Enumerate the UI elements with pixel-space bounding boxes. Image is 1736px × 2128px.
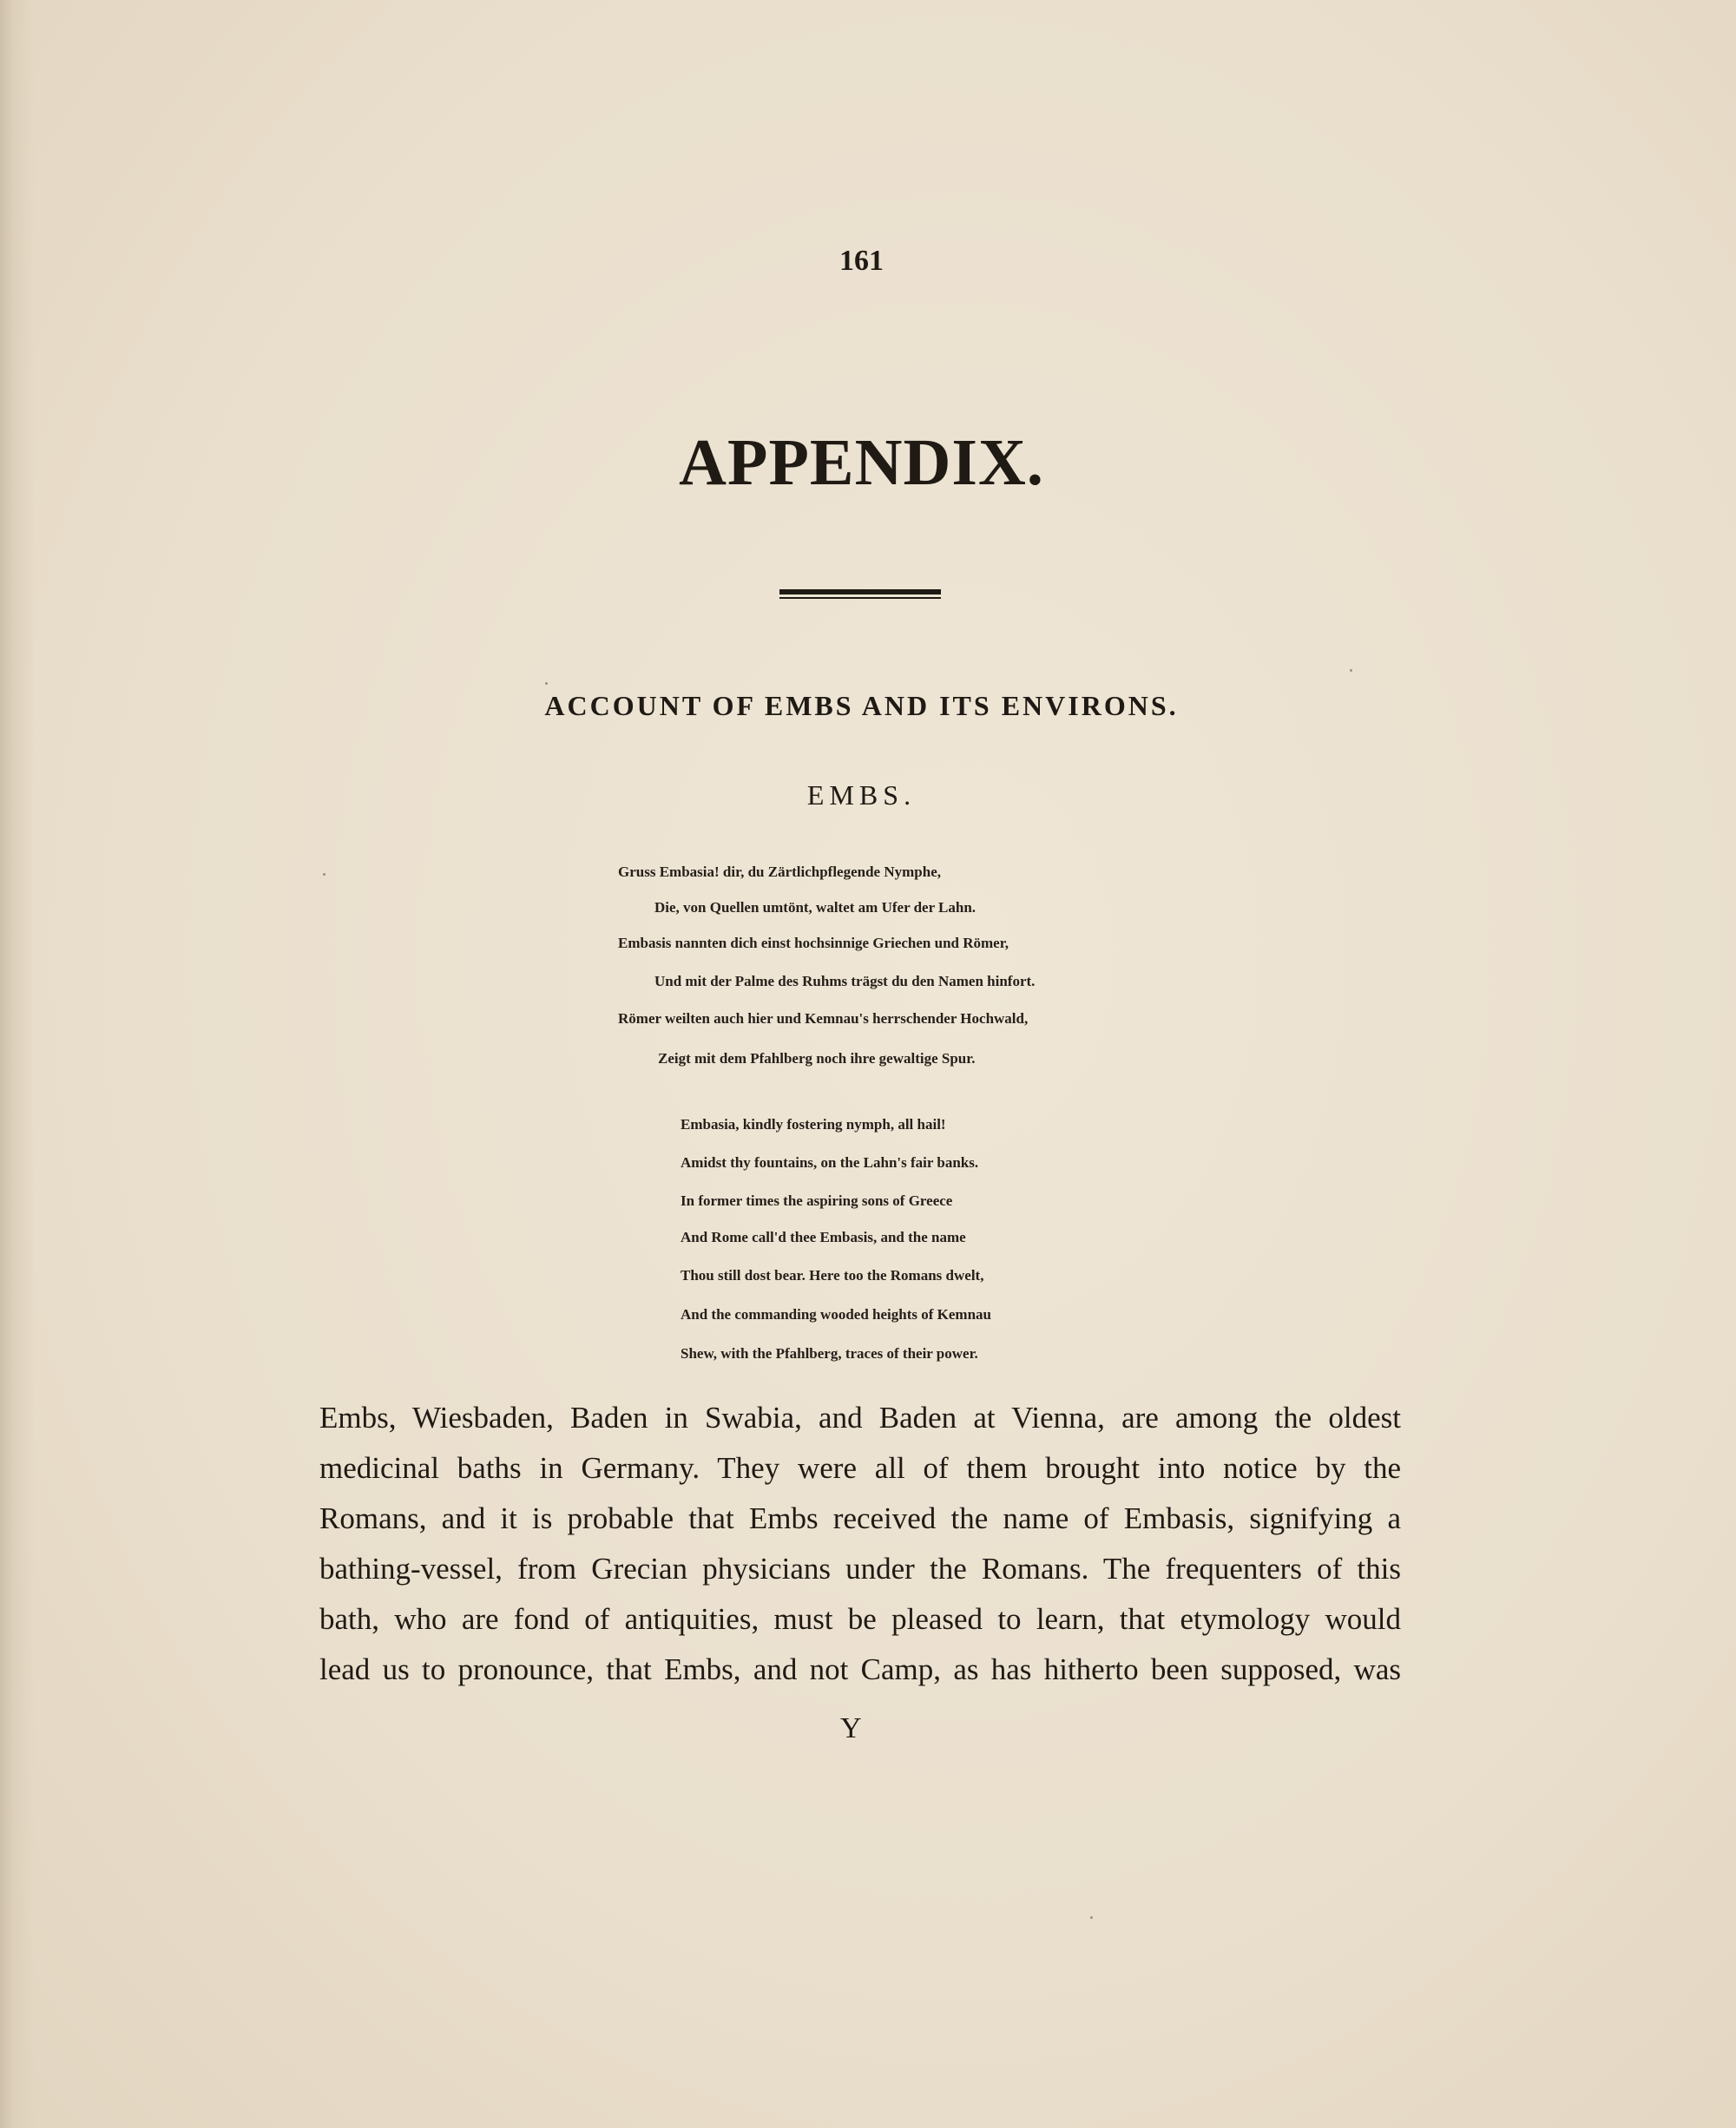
poem-line: Gruss Embasia! dir, du Zärtlichpflegende Nymphe, (618, 864, 941, 880)
subheading: EMBS. (806, 779, 917, 811)
signature-mark: Y (840, 1712, 862, 1744)
body-paragraph (319, 1393, 1401, 1695)
decorative-rule (779, 589, 941, 600)
poem-line: Römer weilten auch hier und Kemnau's herrschender Hochwald, (618, 1010, 1029, 1027)
rule-thick-line (779, 589, 941, 594)
body-line: bathing-vessel, from Grecian physicians under the Romans. The frequenters of this (319, 1552, 1401, 1586)
poem-line: Thou still dost bear. Here too the Romans dwelt, (681, 1267, 984, 1284)
poem-line: In former times the aspiring sons of Greece (681, 1192, 953, 1209)
body-line: Embs, Wiesbaden, Baden in Swabia, and Baden at Vienna, are among the oldest (319, 1401, 1401, 1435)
poem-line: Zeigt mit dem Pfahlberg noch ihre gewaltige Spur. (658, 1050, 976, 1067)
paper-speck (1350, 669, 1352, 672)
poem-line: Shew, with the Pfahlberg, traces of their power. (681, 1345, 978, 1362)
poem-line: And Rome call'd thee Embasis, and the name (681, 1229, 966, 1245)
poem-line: Und mit der Palme des Ruhms trägst du den Namen hinfort. (654, 973, 1036, 989)
gutter-shadow (0, 0, 35, 2128)
section-heading: ACCOUNT OF EMBS AND ITS ENVIRONS. (544, 690, 1179, 721)
poem-line: Embasis nannten dich einst hochsinnige Griechen und Römer, (618, 935, 1009, 951)
poem-line: And the commanding wooded heights of Kemnau (681, 1306, 991, 1323)
page-number: 161 (839, 245, 884, 277)
paper-speck (545, 682, 548, 685)
rule-thin-line (779, 597, 941, 599)
poem-line: Embasia, kindly fostering nymph, all hail! (681, 1116, 946, 1133)
body-line: lead us to pronounce, that Embs, and not Camp, as has hitherto been supposed, was (319, 1652, 1401, 1686)
poem-line: Die, von Quellen umtönt, waltet am Ufer der Lahn. (654, 899, 976, 916)
body-line: bath, who are fond of antiquities, must be pleased to learn, that etymology would (319, 1602, 1401, 1636)
paper-speck (1090, 1916, 1093, 1919)
poem-line: Amidst thy fountains, on the Lahn's fair banks. (681, 1154, 979, 1171)
page-title: APPENDIX. (679, 426, 1044, 499)
body-line: Romans, and it is probable that Embs received the name of Embasis, signifying a (319, 1501, 1401, 1535)
paper-speck (323, 873, 326, 876)
body-line: medicinal baths in Germany. They were all of them brought into notice by the (319, 1451, 1401, 1485)
